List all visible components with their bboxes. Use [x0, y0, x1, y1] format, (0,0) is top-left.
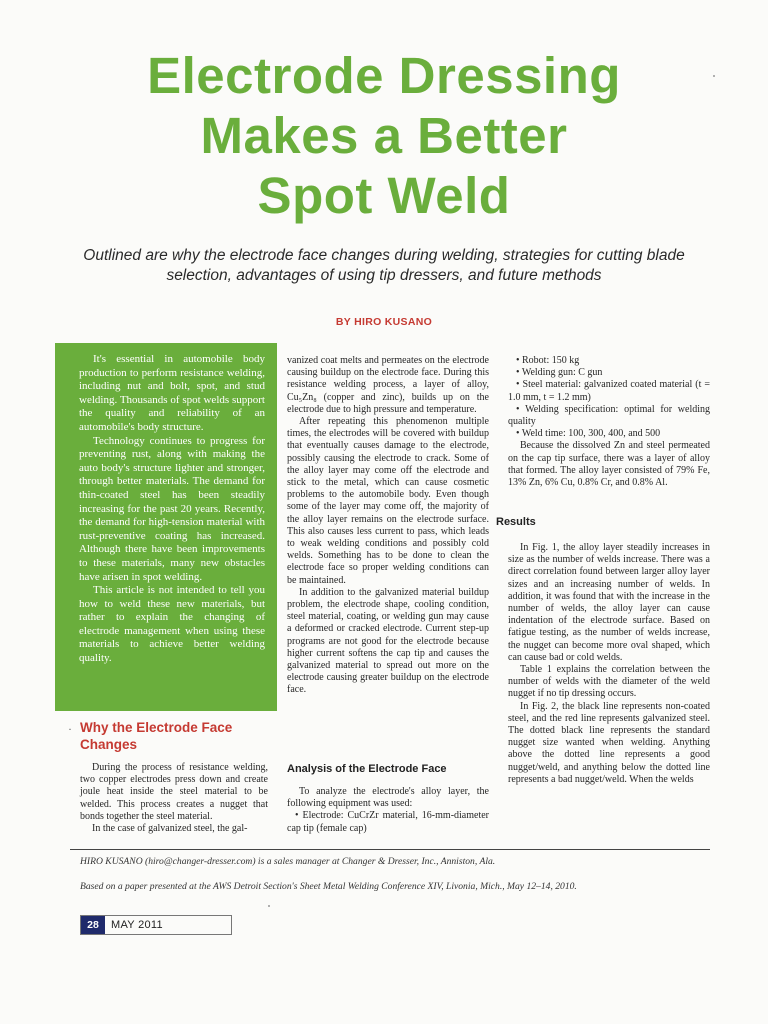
equipment-bullet: • Welding specification: optimal for welding quality: [508, 403, 710, 428]
section-heading-results: Results: [496, 516, 536, 528]
equipment-bullet: • Robot: 150 kg: [516, 355, 580, 366]
page-folio: [80, 915, 232, 935]
footnote-divider: [70, 849, 710, 850]
page-number: 28: [81, 916, 105, 934]
equipment-bullet: • Welding gun: C gun: [516, 367, 603, 379]
body-paragraph: In addition to the galvanized material buildup problem, the electrode shape, cooling condition, steel material, coating, or welding gun may cause a deformed or cracked electrode. Current step-up programs are not good for the electrode because higher current softens the cap tip and causes the galvanized material to spread out more on the electrode causing greater buildup on the electrode face.: [287, 586, 489, 696]
equipment-bullet: • Electrode: CuCrZr material, 16-mm-diameter cap tip (female cap): [287, 810, 489, 834]
body-paragraph: To analyze the electrode's alloy layer, the following equipment was used:: [287, 786, 489, 810]
intro-box: [55, 343, 277, 711]
byline: BY HIRO KUSANO: [335, 316, 433, 328]
scan-speck: [713, 75, 715, 77]
body-paragraph: Because the dissolved Zn and steel permeated on the cap tip surface, there was a layer of alloy that formed. The alloy layer consisted of 79% Fe, 13% Zn, 6% Cu, 0.8% Cr, and 0.8% Al.: [508, 440, 710, 489]
body-paragraph: In Fig. 1, the alloy layer steadily increases in size as the number of welds increase. There was a direct correlation found between larger alloy layer sizes and an increasing number of welds. In addition, it was found that with the increase in the number of welds, the alloy layer can cause indentation of the electrode surface. Based on fatigue testing, as the number of welds increase, the nugget can become more oval shaped, which can cause bad or cold welds.: [508, 542, 710, 663]
intro-paragraph: It's essential in automobile body production to perform resistance welding, including nut and bolt, spot, and stud welding. Thousands of spot welds support the quality and reliability of an automobile's body structure.: [79, 353, 265, 433]
equipment-bullet: • Steel material: galvanized coated material (t = 1.0 mm, t = 1.2 mm): [508, 379, 710, 403]
intro-paragraph: This article is not intended to tell you how to weld these new materials, but rather to explain the changing of electrode management when using these materials to achieve better welding quality.: [79, 584, 265, 665]
title-line-2: Makes a Better: [200, 107, 568, 164]
intro-paragraph: Technology continues to progress for preventing rust, along with making the auto body's structure lighter and stronger, through better materials. The demand for thin-coated steel has been steadily increasing for the past 20 years. Recently, the demand for high-tension material with rust-preventive coating has increased. Although there have been improvements to these materials, many new obstacles have arisen in spot welding.: [79, 434, 265, 583]
column-1-text: [80, 762, 268, 835]
author-footnote: HIRO KUSANO (hiro@changer-dresser.com) is a sales manager at Changer & Dresser, Inc., Anniston, Ala.: [80, 856, 496, 867]
analysis-text: [287, 786, 489, 835]
column-2-text: [287, 355, 489, 697]
equipment-bullet: • Weld time: 100, 300, 400, and 500: [516, 428, 661, 440]
body-paragraph: During the process of resistance welding, two copper electrodes press down and create joule heat inside the steel material to be welded. This process creates a nugget that bonds together the steel material.: [80, 762, 268, 822]
article-subtitle: Outlined are why the electrode face changes during welding, strategies for cutting blade selection, advantages of using tip dressers, and future methods: [83, 247, 685, 284]
section-marker: ·: [68, 722, 72, 736]
column-3-text: [508, 355, 710, 489]
source-footnote: Based on a paper presented at the AWS Detroit Section's Sheet Metal Welding Conference XIV, Livonia, Mich., May 12–14, 2010.: [80, 881, 577, 892]
issue-date: MAY 2011: [111, 919, 163, 931]
body-paragraph: vanized coat melts and permeates on the electrode causing buildup on the electrode face. During this resistance welding process, a layer of alloy, Cu₅Zn₈ (copper and zinc), builds up on the electrode due to high pressure and temperature.: [287, 355, 489, 415]
scan-speck: [268, 905, 270, 907]
body-paragraph: In the case of galvanized steel, the gal-: [92, 823, 248, 835]
section-heading-why: Why the Electrode Face Changes: [80, 720, 233, 752]
body-paragraph: After repeating this phenomenon multiple times, the electrodes will be covered with buildup that eventually causes damage to the electrode, possibly causing the electrode to crack. Some of the alloy layer may come off the electrode and stick to the metal, which can cause cosmetic problems to the automobile body. Even though some of the layer may come off, the majority of the alloy layer remains on the electrode surface. This also causes less current to pass, which leads to weak welding conditions and possibly cold welds. Something has to be done to clean the electrode face so proper welding conditions can be maintained.: [287, 416, 489, 586]
results-text: [508, 542, 710, 786]
body-paragraph: In Fig. 2, the black line represents non-coated steel, and the red line represents galvanized steel. The dotted black line represents the standard nugget size wanted when welding. Anything above the dotted line represents a good nugget/weld, and anything below the dotted line represents a bad nugget/weld. When the welds: [508, 700, 710, 785]
intro-text: [79, 353, 265, 666]
article-title: [60, 46, 708, 226]
body-paragraph: Table 1 explains the correlation between the number of welds with the diameter of the weld nugget if no tip dressing occurs.: [508, 664, 710, 700]
title-line-1: Electrode Dressing: [147, 47, 621, 104]
title-line-3: Spot Weld: [257, 167, 511, 224]
section-heading-analysis: Analysis of the Electrode Face: [287, 763, 447, 775]
